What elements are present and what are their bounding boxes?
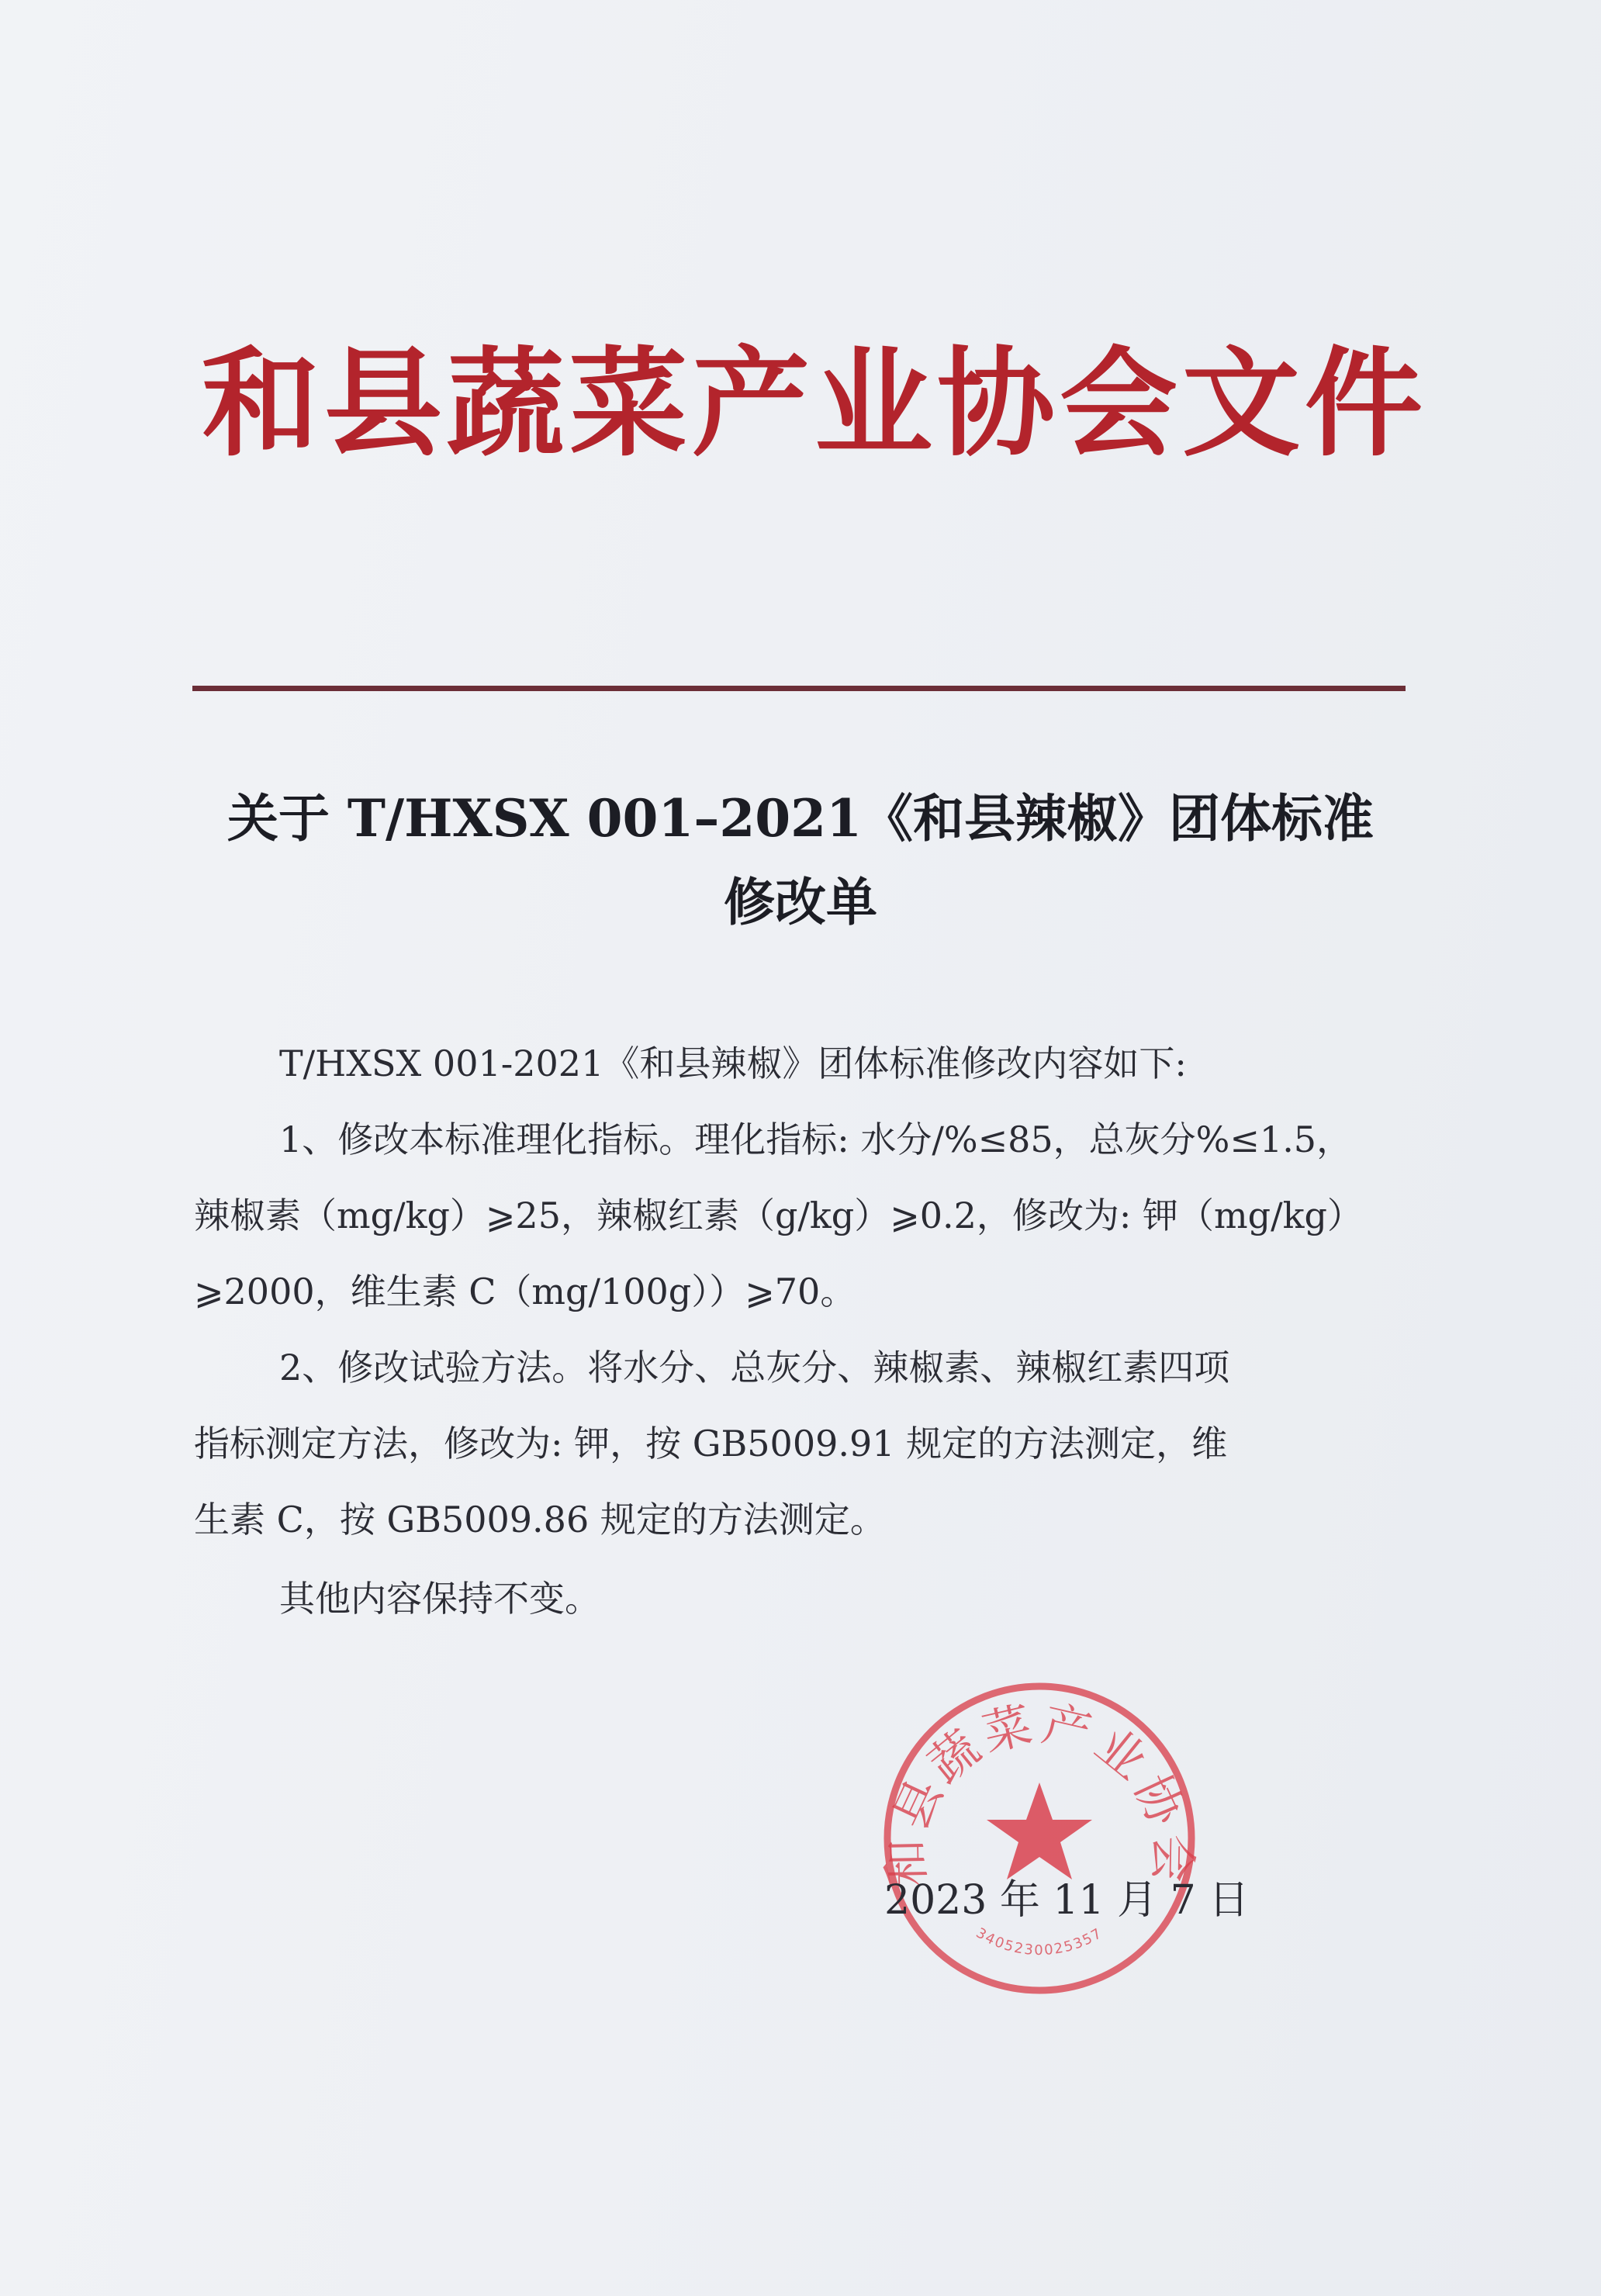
- item1-line-2: 辣椒素（mg/kg）⩾25，辣椒红素（g/kg）⩾0.2，修改为: 钾（mg/kg）: [194, 1195, 1363, 1236]
- seal-code: 3405230025357: [973, 1924, 1106, 1959]
- document-date: 2023 年 11 月 7 日: [884, 1877, 1250, 1924]
- intro-paragraph: T/HXSX 001-2021《和县辣椒》团体标准修改内容如下:: [279, 1043, 1187, 1084]
- seal-org-name: 和县蔬菜产业协会: [877, 1695, 1202, 1888]
- item2-line-3: 生素 C，按 GB5009.86 规定的方法测定。: [194, 1499, 886, 1540]
- item2-line-1: 2、修改试验方法。将水分、总灰分、辣椒素、辣椒红素四项: [279, 1347, 1230, 1388]
- item2-line-2: 指标测定方法，修改为: 钾，按 GB5009.91 规定的方法测定，维: [194, 1423, 1228, 1464]
- item1-line-1: 1、修改本标准理化指标。理化指标: 水分/%≤85，总灰分%≤1.5，: [279, 1119, 1353, 1160]
- closing-paragraph: 其他内容保持不变。: [279, 1578, 600, 1620]
- official-seal-icon: [877, 1675, 1202, 2001]
- document-title-line-1: 关于 T/HXSX 001–2021《和县辣椒》团体标准: [226, 788, 1375, 849]
- document-title-line-2: 修改单: [724, 872, 877, 932]
- header-divider: [192, 686, 1406, 691]
- org-header-title: 和县蔬菜产业协会文件: [202, 334, 1427, 472]
- item1-line-3: ⩾2000，维生素 C（mg/100g））⩾70。: [194, 1271, 856, 1312]
